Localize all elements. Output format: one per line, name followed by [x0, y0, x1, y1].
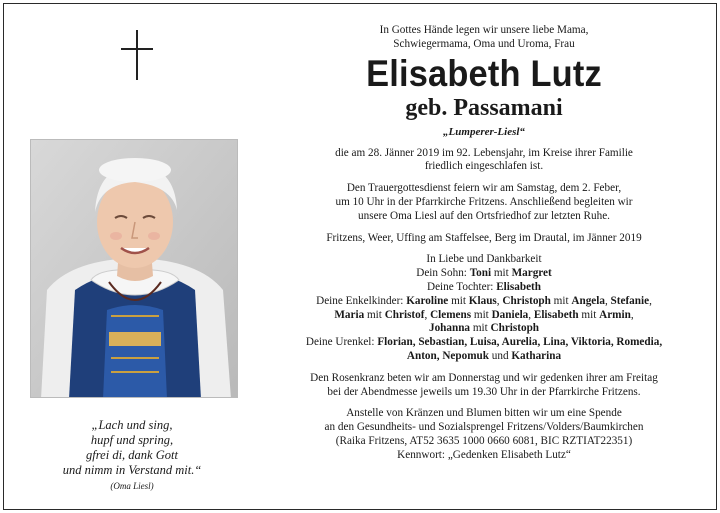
rosary-info — [254, 372, 714, 400]
quote-source: (Oma Liesl) — [110, 481, 154, 491]
grandchildren-line: Maria mit Christof, Clemens mit Daniela, Elisabeth mit Armin, — [334, 308, 634, 321]
donation-line: (Raika Fritzens, AT52 3635 1000 0660 6081, BIC RZTIAT22351) — [335, 434, 633, 447]
donation-line: an den Gesundheits- und Sozialsprengel Fritzens/Volders/Baumkirchen — [324, 421, 644, 434]
great-grandchildren-line: Anton, Nepomuk und Katharina — [406, 349, 562, 362]
intro-text — [254, 24, 714, 52]
quote-block — [8, 418, 256, 494]
portrait-photo — [30, 139, 238, 398]
deceased-name: Elisabeth Lutz — [366, 52, 602, 94]
grandchildren-line: Johanna mit Christoph — [428, 322, 540, 335]
maiden-name: geb. Passamani — [405, 94, 563, 121]
quote-line: und nimm in Verstand mit.“ — [62, 463, 202, 477]
funeral-line: um 10 Uhr in der Pfarrkirche Fritzens. Anschließend begleiten wir — [335, 195, 633, 208]
cross-icon — [121, 30, 153, 80]
rosary-line: Den Rosenkranz beten wir am Donnerstag und wir gedenken ihrer am Freitag — [310, 371, 658, 384]
son-line: Dein Sohn: Toni mit Margret — [416, 267, 552, 280]
donation-info — [254, 407, 714, 462]
quote-line: hupf und spring, — [90, 433, 174, 447]
grandchildren-line: Deine Enkelkinder: Karoline mit Klaus, Christoph mit Angela, Stefanie, — [316, 294, 652, 307]
donation-line: Kennwort: „Gedenken Elisabeth Lutz“ — [397, 448, 571, 461]
nickname: „Lumperer-Liesl“ — [443, 125, 525, 138]
great-grandchildren-line: Deine Urenkel: Florian, Sebastian, Luisa, Aurelia, Lina, Viktoria, Romedia, — [305, 336, 663, 349]
donation-line: Anstelle von Kränzen und Blumen bitten wir um eine Spende — [346, 407, 622, 420]
funeral-line: unsere Oma Liesl auf den Ortsfriedhof zur letzten Ruhe. — [358, 209, 610, 222]
funeral-info — [254, 182, 714, 223]
quote-line: gfrei di, dank Gott — [86, 448, 178, 462]
rosary-line: bei der Abendmesse jeweils um 19.30 Uhr in der Pfarrkirche Fritzens. — [327, 385, 641, 398]
death-notice — [254, 147, 714, 175]
quote-line: „Lach und sing, — [91, 418, 173, 432]
intro-line: In Gottes Hände legen wir unsere liebe Mama, — [379, 24, 589, 36]
death-line: die am 28. Jänner 2019 im 92. Lebensjahr, im Kreise ihrer Familie — [335, 146, 633, 159]
gratitude-line: In Liebe und Dankbarkeit — [426, 253, 542, 266]
mourners — [254, 253, 714, 363]
right-column — [254, 24, 714, 463]
place-date: Fritzens, Weer, Uffing am Staffelsee, Berg im Drautal, im Jänner 2019 — [326, 231, 642, 244]
daughter-line: Deine Tochter: Elisabeth — [427, 280, 541, 293]
funeral-line: Den Trauergottesdienst feiern wir am Samstag, dem 2. Feber, — [346, 182, 622, 195]
left-column — [8, 8, 256, 508]
notice-frame — [3, 3, 717, 510]
intro-line: Schwiegermama, Oma und Uroma, Frau — [393, 37, 575, 50]
death-line: friedlich eingeschlafen ist. — [424, 160, 544, 173]
